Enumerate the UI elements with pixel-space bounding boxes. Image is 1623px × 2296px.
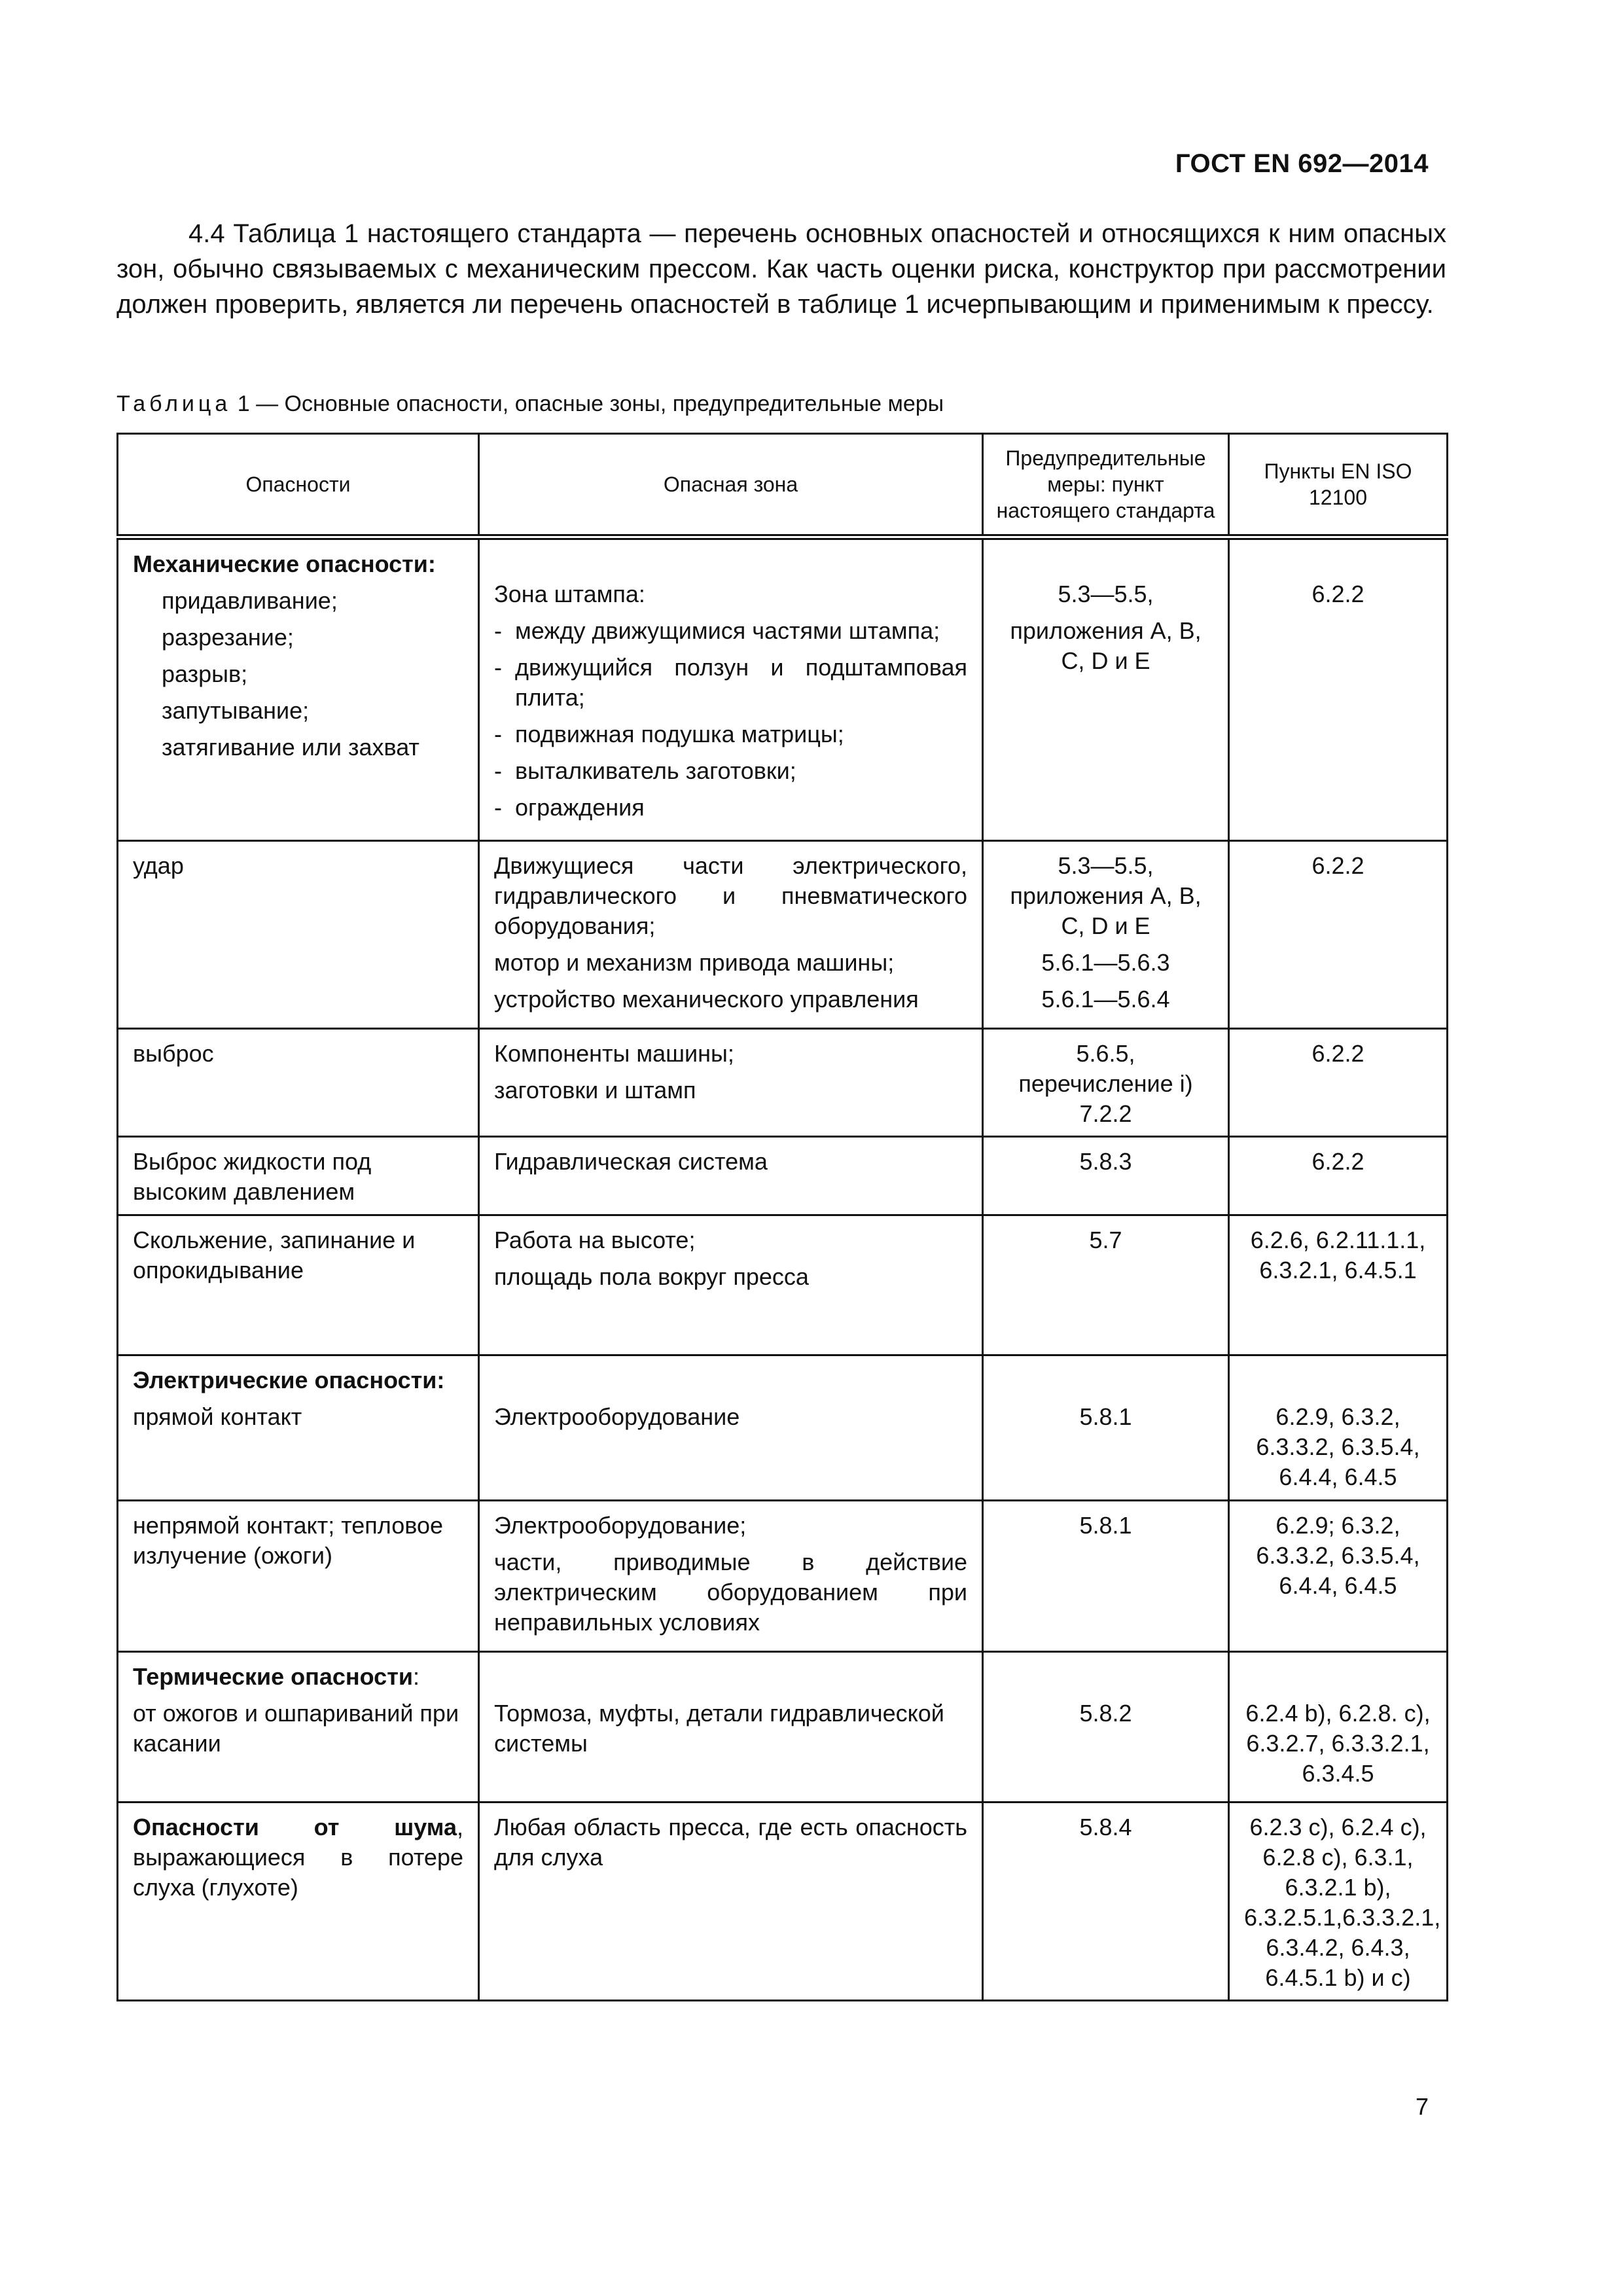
- measures-cell: [983, 537, 1229, 841]
- iso-cell: [1229, 1652, 1448, 1803]
- zone-item: Тормоза, муфты, детали гидравлической системы: [494, 1700, 944, 1757]
- iso-clauses: 6.2.6, 6.2.11.1.1, 6.3.2.1, 6.4.5.1: [1250, 1227, 1426, 1283]
- measures-cell: [983, 841, 1229, 1029]
- iso-clauses: 6.2.2: [1311, 581, 1364, 607]
- intro-paragraph: 4.4 Таблица 1 настоящего стандарта — перечень основных опасностей и относящихся к ним опасных зон, обычно связываемых с механическим прессом. Как часть оценки риска, конструктор при рассмотрении должен проверить, является ли перечень опасностей в таблице 1 исчерпывающим и применимым к прессу.: [116, 219, 1446, 319]
- hazard-cell: [118, 841, 479, 1029]
- header-measures: Предупредительные меры: пункт настоящего стандарта: [983, 434, 1229, 537]
- table-row: [118, 1501, 1448, 1652]
- zone-item: - подвижная подушка матрицы;: [494, 719, 967, 749]
- iso-clauses: 6.2.2: [1311, 1148, 1364, 1175]
- measures-cell: [983, 1652, 1229, 1803]
- hazard-cell: [118, 1501, 479, 1652]
- zone-cell: [479, 841, 983, 1029]
- iso-cell: [1229, 1137, 1448, 1215]
- hazards-table-wrapper: [116, 433, 1446, 2001]
- zone-item: заготовки и штамп: [494, 1077, 696, 1103]
- iso-cell: [1229, 1803, 1448, 2001]
- zone-item: - ограждения: [494, 793, 967, 823]
- measure-item: 5.6.1—5.6.3: [1041, 949, 1170, 976]
- header-danger-zone: Опасная зона: [479, 434, 983, 537]
- hazard-text: , выражающиеся в потере слуха (глухоте): [133, 1814, 463, 1901]
- zone-item: мотор и механизм привода машины;: [494, 949, 895, 976]
- hazard-text: удар: [133, 852, 184, 879]
- zone-item: Движущиеся части электрического, гидравлического и пневматического оборудования;: [494, 852, 967, 939]
- table-row: [118, 1355, 1448, 1501]
- hazard-group-title: Механические опасности:: [133, 550, 436, 577]
- zone-item: Электрооборудование: [494, 1403, 740, 1430]
- zone-item: Гидравлическая система: [494, 1148, 768, 1175]
- table-row: [118, 1029, 1448, 1137]
- zone-cell: [479, 1215, 983, 1355]
- hazard-group-title-line: [133, 1662, 463, 1692]
- zone-cell: [479, 1652, 983, 1803]
- hazard-item: придавливание;: [162, 587, 338, 614]
- iso-clauses: 6.2.4 b), 6.2.8. c), 6.3.2.7, 6.3.3.2.1, 6.3.4.5: [1245, 1700, 1431, 1787]
- hazard-cell: [118, 1029, 479, 1137]
- measure-item: 5.8.1: [1079, 1512, 1132, 1539]
- zone-intro: Зона штампа:: [494, 581, 645, 607]
- measure-item: 5.8.2: [1079, 1700, 1132, 1727]
- iso-clauses: 6.2.9; 6.3.2, 6.3.3.2, 6.3.5.4, 6.4.4, 6.4.5: [1256, 1512, 1420, 1599]
- table-row: [118, 537, 1448, 841]
- iso-clauses: 6.2.2: [1311, 852, 1364, 879]
- measures-cell: [983, 1501, 1229, 1652]
- zone-item: части, приводимые в действие электрическим оборудованием при неправильных условиях: [494, 1549, 967, 1636]
- zone-cell: [479, 1029, 983, 1137]
- table-caption: [116, 391, 944, 417]
- zone-item: - выталкиватель заготовки;: [494, 756, 967, 786]
- zone-item: - движущийся ползун и подштамповая плита;: [494, 653, 967, 713]
- table-row: [118, 1137, 1448, 1215]
- measures-cell: [983, 1215, 1229, 1355]
- hazard-text: прямой контакт: [133, 1403, 302, 1430]
- hazard-cell: [118, 1355, 479, 1501]
- hazard-group-title: Опасности от шума: [133, 1814, 457, 1840]
- zone-item: Любая область пресса, где есть опасность для слуха: [494, 1814, 967, 1871]
- iso-clauses: 6.2.2: [1311, 1040, 1364, 1067]
- measure-item: 5.3—5.5, приложения А, В, С, D и Е: [1010, 852, 1202, 939]
- zone-item: Работа на высоте;: [494, 1227, 696, 1253]
- hazard-cell: [118, 537, 479, 841]
- zone-item: площадь пола вокруг пресса: [494, 1263, 809, 1290]
- measure-item: 5.8.4: [1079, 1814, 1132, 1840]
- iso-cell: [1229, 1501, 1448, 1652]
- hazard-text: Скольжение, запинание и опрокидывание: [133, 1227, 416, 1283]
- hazard-text: выброс: [133, 1040, 214, 1067]
- measure-item: 5.6.5, перечисление i) 7.2.2: [1018, 1040, 1193, 1127]
- table-header-row: [118, 434, 1448, 537]
- iso-cell: [1229, 1215, 1448, 1355]
- measure-item: 5.3—5.5,: [1058, 581, 1154, 607]
- zone-item: Компоненты машины;: [494, 1040, 734, 1067]
- zone-cell: [479, 1803, 983, 2001]
- table-row: [118, 1652, 1448, 1803]
- measures-cell: [983, 1355, 1229, 1501]
- zone-cell: [479, 537, 983, 841]
- hazard-cell: [118, 1137, 479, 1215]
- zone-cell: [479, 1501, 983, 1652]
- zone-item: устройство механического управления: [494, 986, 919, 1013]
- hazard-item: затягивание или захват: [162, 734, 419, 761]
- hazard-text: непрямой контакт; тепловое излучение (ожоги): [133, 1512, 443, 1569]
- iso-cell: [1229, 841, 1448, 1029]
- hazard-group-title-suffix: :: [412, 1663, 419, 1690]
- measure-item: 5.8.1: [1079, 1403, 1132, 1430]
- hazards-table: [116, 433, 1448, 2001]
- iso-clauses: 6.2.9, 6.3.2, 6.3.3.2, 6.3.5.4, 6.4.4, 6.4.5: [1256, 1403, 1420, 1490]
- table-row: [118, 841, 1448, 1029]
- hazard-item: запутывание;: [162, 697, 310, 724]
- hazard-group-title: Термические опасности: [133, 1663, 413, 1690]
- measure-item: 5.8.3: [1079, 1148, 1132, 1175]
- measure-item: приложения А, В, С, D и Е: [1010, 617, 1202, 674]
- hazard-item: разрезание;: [162, 624, 294, 651]
- zone-item: - между движущимися частями штампа;: [494, 616, 967, 646]
- measures-cell: [983, 1137, 1229, 1215]
- zone-cell: [479, 1137, 983, 1215]
- measures-cell: [983, 1803, 1229, 2001]
- hazard-text: Выброс жидкости под высоким давлением: [133, 1148, 372, 1205]
- iso-cell: [1229, 1355, 1448, 1501]
- table-caption-label: Таблица: [116, 391, 232, 416]
- hazard-group-title: Электрические опасности:: [133, 1367, 445, 1393]
- hazard-text: от ожогов и ошпариваний при касании: [133, 1700, 459, 1757]
- measure-item: 5.7: [1089, 1227, 1122, 1253]
- measure-item: 5.6.1—5.6.4: [1041, 986, 1170, 1013]
- header-hazards: Опасности: [118, 434, 479, 537]
- measures-cell: [983, 1029, 1229, 1137]
- standard-code: ГОСТ EN 692—2014: [1175, 149, 1429, 178]
- page-number: 7: [1415, 2093, 1429, 2120]
- iso-clauses: 6.2.3 c), 6.2.4 c), 6.2.8 c), 6.3.1, 6.3.2.1 b), 6.3.2.5.1,6.3.3.2.1, 6.3.4.2, 6.4.3, 6.4.5.1 b) и c): [1244, 1814, 1441, 1991]
- iso-cell: [1229, 537, 1448, 841]
- iso-cell: [1229, 1029, 1448, 1137]
- hazard-cell: [118, 1215, 479, 1355]
- table-row: [118, 1803, 1448, 2001]
- zone-item: Электрооборудование;: [494, 1512, 747, 1539]
- table-row: [118, 1215, 1448, 1355]
- hazard-cell: [118, 1652, 479, 1803]
- hazard-cell: [118, 1803, 479, 2001]
- hazard-item: разрыв;: [162, 660, 248, 687]
- header-iso-clauses: Пункты EN ISO 12100: [1229, 434, 1448, 537]
- table-caption-text: 1 — Основные опасности, опасные зоны, предупредительные меры: [231, 391, 944, 416]
- zone-cell: [479, 1355, 983, 1501]
